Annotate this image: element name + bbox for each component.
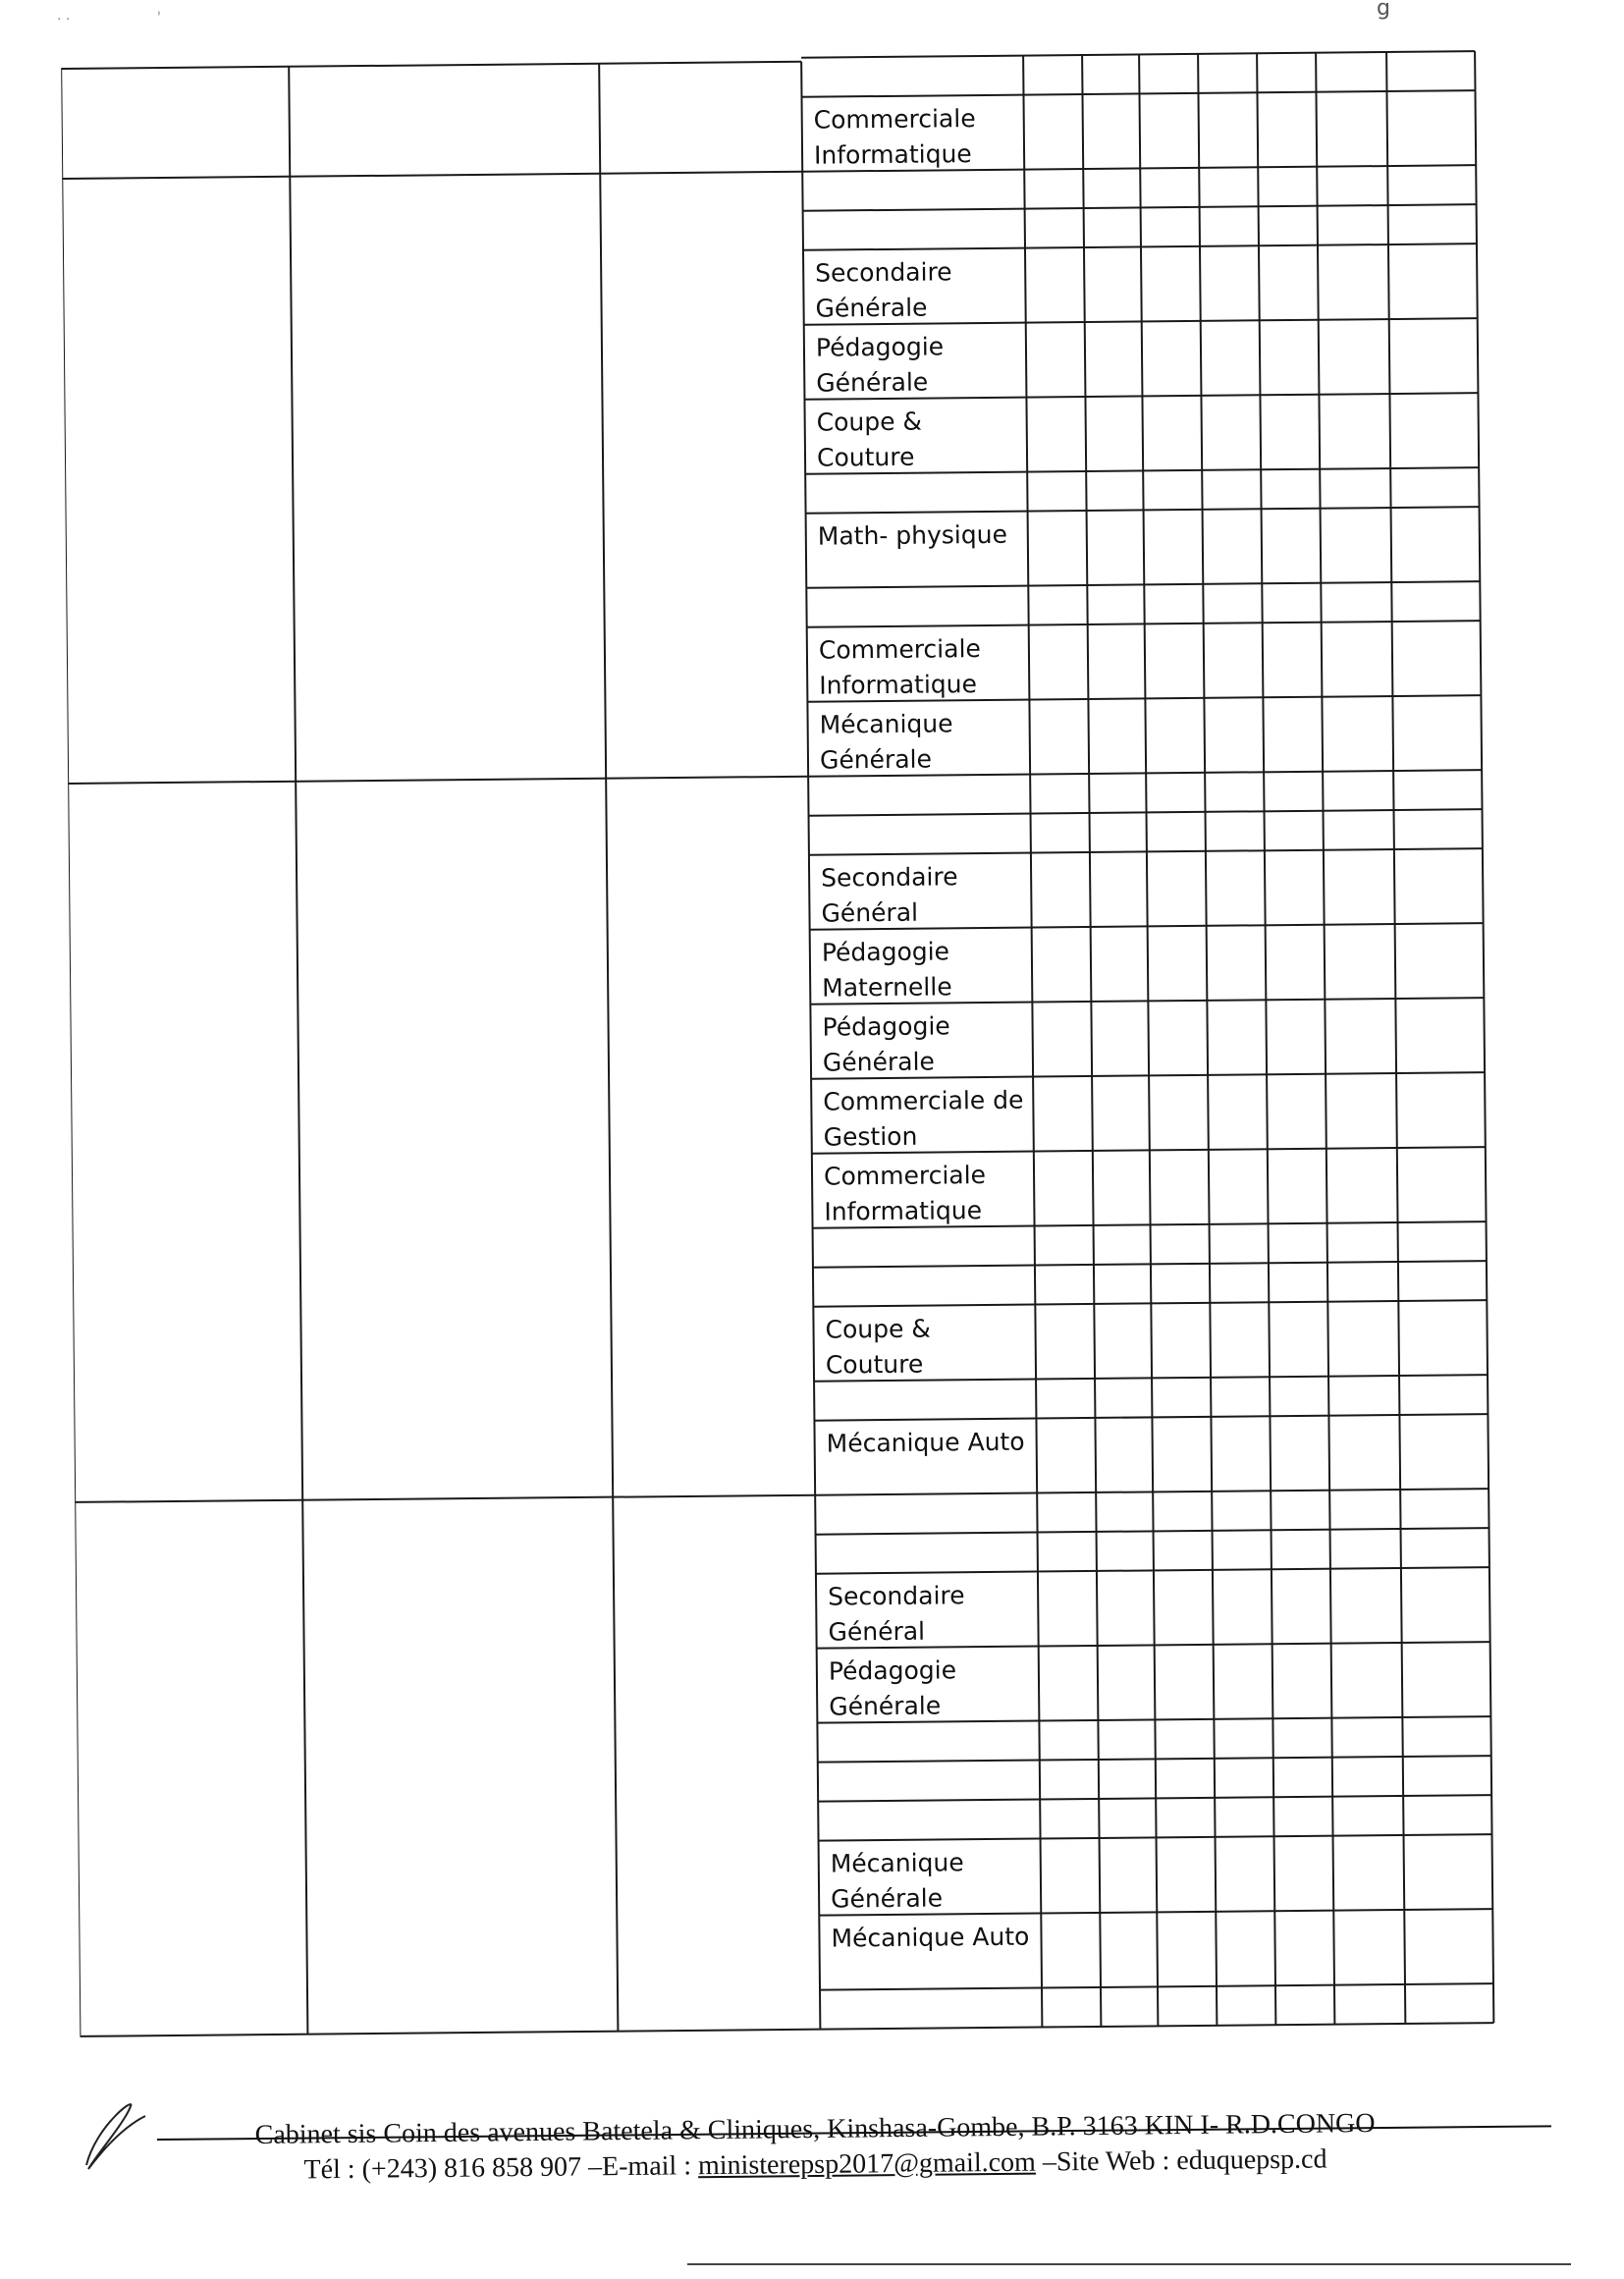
section-label: Pédagogie Générale (822, 1011, 950, 1077)
group-divider (62, 172, 802, 179)
section-label: Commerciale Informatique (818, 634, 981, 700)
group-divider (68, 777, 808, 784)
signature-mark (77, 2087, 155, 2175)
footer-website: –Site Web : eduquepsp.cd (1035, 2143, 1327, 2178)
column-divider (599, 64, 618, 2032)
scan-speck: · · (57, 12, 71, 27)
section-label: Secondaire Générale (815, 257, 952, 323)
column-divider (1198, 54, 1217, 2026)
section-label: Commerciale Informatique (823, 1161, 987, 1226)
scan-speck: ' (157, 10, 161, 26)
column-divider (1082, 55, 1101, 2027)
footer-email-link[interactable]: ministerepsp2017@gmail.com (697, 2146, 1037, 2182)
footer-phone: Tél : (+243) 816 858 907 –E-mail : (303, 2150, 699, 2186)
column-divider (61, 69, 80, 2036)
page-footer (157, 2107, 1474, 2188)
section-label: Pédagogie Générale (828, 1655, 957, 1721)
bottom-scan-edge (687, 2263, 1571, 2265)
section-label: Coupe & Couture (816, 407, 923, 472)
section-label: Mécanique Auto (831, 1922, 1030, 1953)
section-label: Pédagogie Générale (815, 332, 945, 398)
column-divider (1475, 51, 1493, 2023)
column-divider (289, 67, 307, 2035)
column-divider (1316, 53, 1334, 2025)
section-label: Math- physique (817, 519, 1008, 551)
table-top-border (801, 51, 1475, 58)
footer-address: Cabinet sis Coin des avenues Batetela & Cliniques, Kinshasa-Gombe, B.P. 3163 KIN I- R.D.CONGO (254, 2108, 1376, 2150)
column-divider (1139, 54, 1158, 2026)
section-label: Mécanique Auto (826, 1427, 1025, 1458)
group-top-border (61, 62, 801, 69)
section-label: Coupe & Couture (825, 1314, 931, 1380)
section-label: Pédagogie Maternelle (821, 937, 952, 1003)
section-label: Mécanique Générale (830, 1848, 964, 1914)
section-label: Mécanique Générale (819, 709, 953, 775)
page-number-fragment: g (1377, 0, 1390, 21)
section-label: Secondaire Général (820, 862, 958, 928)
group-divider (75, 1495, 815, 1502)
column-divider (1257, 53, 1275, 2025)
table-grid-lines (61, 35, 1504, 2082)
section-label: Commerciale de Gestion (823, 1085, 1024, 1152)
section-label: Secondaire Général (828, 1581, 965, 1647)
column-divider (1386, 52, 1405, 2024)
school-sections-table (61, 35, 1504, 2082)
section-label: Commerciale Informatique (813, 104, 976, 170)
column-divider (1023, 56, 1042, 2028)
group-divider (80, 2030, 820, 2036)
